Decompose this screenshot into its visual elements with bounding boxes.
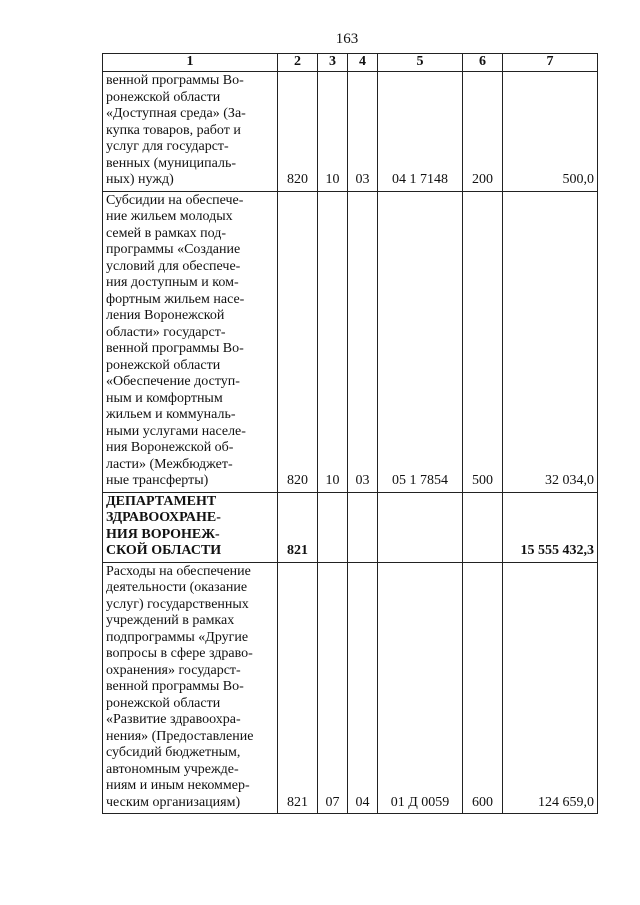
page-number: 163 <box>335 31 359 47</box>
row-col-4: 03 <box>348 72 378 192</box>
row-col-6: 200 <box>463 72 503 192</box>
table-row <box>103 72 598 192</box>
row-col-6: 600 <box>463 562 503 814</box>
row-col-5: 05 1 7854 <box>378 191 463 492</box>
table-row <box>103 191 598 492</box>
row-col-5: 01 Д 0059 <box>378 562 463 814</box>
row-col-2: 821 <box>278 492 318 562</box>
row-col-6 <box>463 492 503 562</box>
header-col-5: 5 <box>378 54 463 72</box>
row-col-2: 820 <box>278 72 318 192</box>
row-col-6: 500 <box>463 191 503 492</box>
row-col-5 <box>378 492 463 562</box>
table-row-department <box>103 492 598 562</box>
header-col-2: 2 <box>278 54 318 72</box>
row-name: Расходы на обеспечение деятельности (оказание услуг) государственных учреждений в рамках подпрограммы «Другие вопросы в сфере здраво- охранения» государст- венной программы Во- ронежской области «Развитие здравоохра- нения» (Предоставление субсидий бюджетным, автономным учрежде- ниям и иным некоммер- ческим организациям) <box>103 562 278 814</box>
row-col-2: 821 <box>278 562 318 814</box>
header-col-7: 7 <box>503 54 598 72</box>
row-col-3: 07 <box>318 562 348 814</box>
row-col-4 <box>348 492 378 562</box>
row-name: ДЕПАРТАМЕНТ ЗДРАВООХРАНЕ- НИЯ ВОРОНЕЖ- СКОЙ ОБЛАСТИ <box>103 492 278 562</box>
row-col-7: 32 034,0 <box>503 191 598 492</box>
header-col-1: 1 <box>103 54 278 72</box>
row-name: венной программы Во- ронежской области «Доступная среда» (За- купка товаров, работ и услуг для государст- венных (муниципаль- ных) нужд) <box>103 72 278 192</box>
row-col-4: 04 <box>348 562 378 814</box>
header-col-3: 3 <box>318 54 348 72</box>
row-col-4: 03 <box>348 191 378 492</box>
row-col-3: 10 <box>318 72 348 192</box>
budget-table <box>102 53 598 814</box>
row-col-5: 04 1 7148 <box>378 72 463 192</box>
row-col-2: 820 <box>278 191 318 492</box>
row-col-7: 15 555 432,3 <box>503 492 598 562</box>
row-col-7: 500,0 <box>503 72 598 192</box>
header-col-6: 6 <box>463 54 503 72</box>
table-row <box>103 562 598 814</box>
row-col-3 <box>318 492 348 562</box>
row-col-7: 124 659,0 <box>503 562 598 814</box>
row-name: Субсидии на обеспече- ние жильем молодых семей в рамках под- программы «Создание условий для обеспече- ния доступным и ком- фортным жильем насе- ления Воронежской области» государст- венной программы Во- ронежской области «Обеспечение доступ- ным и комфортным жильем и коммуналь- ными услугами населе- ния Воронежской об- ласти» (Межбюджет- ные трансферты) <box>103 191 278 492</box>
row-col-3: 10 <box>318 191 348 492</box>
header-col-4: 4 <box>348 54 378 72</box>
header-row <box>103 54 598 72</box>
